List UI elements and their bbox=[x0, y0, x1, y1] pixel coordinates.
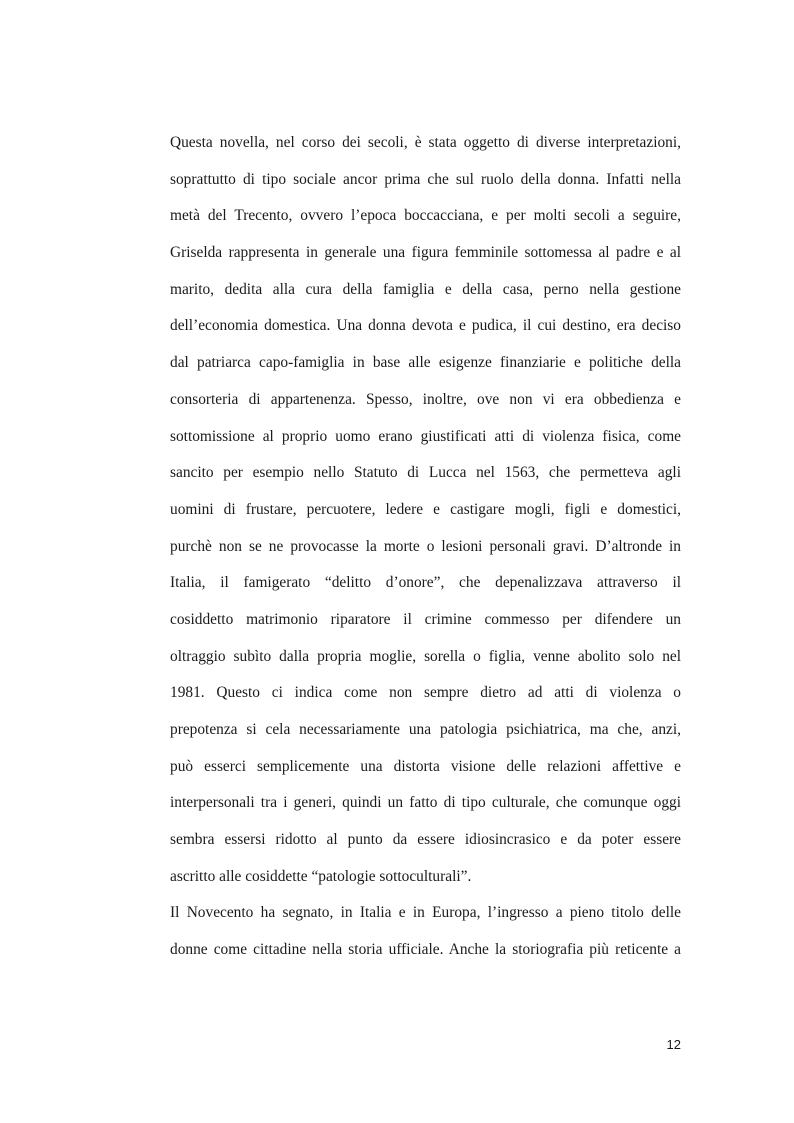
page-number: 12 bbox=[666, 1037, 681, 1052]
text-line: purchè non se ne provocasse la morte o lesioni personali gravi. D’altronde in bbox=[170, 537, 681, 555]
text-line: dell’economia domestica. Una donna devota e pudica, il cui destino, era deciso bbox=[170, 317, 681, 335]
text-line: sottomissione al proprio uomo erano giustificati atti di violenza fisica, come bbox=[170, 427, 681, 445]
text-line: uomini di frustare, percuotere, ledere e castigare mogli, figli e domestici, bbox=[170, 500, 681, 518]
text-line: metà del Trecento, ovvero l’epoca boccacciana, e per molti secoli a seguire, bbox=[170, 207, 681, 225]
text-line: Griselda rappresenta in generale una figura femminile sottomessa al padre e al bbox=[170, 244, 681, 262]
text-line: Italia, il famigerato “delitto d’onore”, che depenalizzava attraverso il bbox=[170, 574, 681, 592]
text-line: dal patriarca capo-famiglia in base alle esigenze finanziarie e politiche della bbox=[170, 354, 681, 372]
text-line: sembra essersi ridotto al punto da essere idiosincrasico e da poter essere bbox=[170, 831, 681, 849]
text-line: Questa novella, nel corso dei secoli, è stata oggetto di diverse interpretazioni, bbox=[170, 134, 681, 151]
text-line: sancito per esempio nello Statuto di Lucca nel 1563, che permetteva agli bbox=[170, 464, 681, 482]
text-line: donne come cittadine nella storia ufficiale. Anche la storiografia più reticente a bbox=[170, 941, 681, 959]
text-line: soprattutto di tipo sociale ancor prima che sul ruolo della donna. Infatti nella bbox=[170, 170, 681, 188]
text-line: Il Novecento ha segnato, in Italia e in Europa, l’ingresso a pieno titolo delle bbox=[170, 904, 681, 922]
text-line: consorteria di appartenenza. Spesso, inoltre, ove non vi era obbedienza e bbox=[170, 390, 681, 408]
text-line: marito, dedita alla cura della famiglia e della casa, perno nella gestione bbox=[170, 280, 681, 298]
body-text bbox=[170, 128, 681, 972]
text-line: cosiddetto matrimonio riparatore il crimine commesso per difendere un bbox=[170, 610, 681, 628]
text-line: ascritto alle cosiddette “patologie sottoculturali”. bbox=[170, 867, 472, 885]
text-line: interpersonali tra i generi, quindi un fatto di tipo culturale, che comunque oggi bbox=[170, 794, 681, 812]
text-line: oltraggio subìto dalla propria moglie, sorella o figlia, venne abolito solo nel bbox=[170, 647, 681, 665]
text-line: può esserci semplicemente una distorta visione delle relazioni affettive e bbox=[170, 757, 681, 775]
text-line: 1981. Questo ci indica come non sempre dietro ad atti di violenza o bbox=[170, 684, 681, 702]
text-line: prepotenza si cela necessariamente una patologia psichiatrica, ma che, anzi, bbox=[170, 721, 681, 738]
